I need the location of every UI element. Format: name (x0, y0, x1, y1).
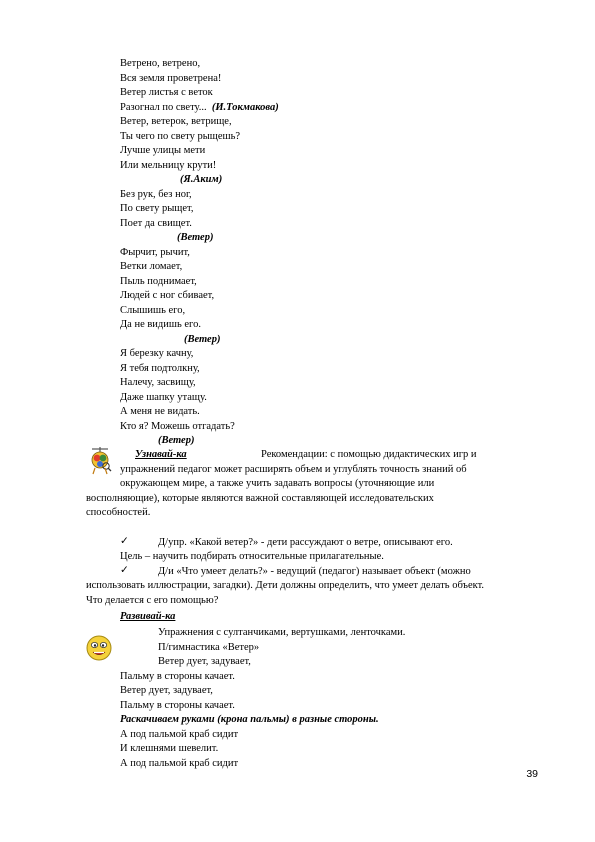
razvivai-text: Упражнения с султанчиками, вертушками, ленточками. (158, 627, 406, 638)
smiley-face-icon (84, 633, 114, 663)
razvivai-text: Ветер дует, задувает, (158, 656, 251, 667)
uznavai-text: способностей. (86, 507, 151, 518)
razvivai-text: Пальму в стороны качает. (120, 700, 235, 711)
riddle-answer: (Ветер) (177, 232, 214, 243)
razvivai-instruction: Раскачиваем руками (крона пальмы) в разные стороны. (120, 714, 379, 725)
razvivai-text: А под пальмой краб сидит (120, 729, 239, 740)
check-icon: ✓ (120, 535, 129, 547)
riddle-line: Я тебя подтолкну, (120, 363, 200, 374)
riddle-line: Пыль поднимает, (120, 276, 197, 287)
riddle-line: Я березку качну, (120, 348, 194, 359)
page-number: 39 (526, 768, 538, 780)
poem-line: Вся земля проветрена! (120, 73, 222, 84)
uznavai-heading-line (135, 448, 187, 461)
riddle-line: Налечу, засвищу, (120, 377, 196, 388)
riddle-line: А меня не видать. (120, 406, 200, 417)
riddle-line: Людей с ног сбивает, (120, 290, 215, 301)
riddle-line: Фырчит, рычит, (120, 247, 190, 258)
game-text: Что делается с его помощью? (86, 595, 219, 606)
razvivai-text: Ветер дует, задувает, (120, 685, 213, 696)
riddle-answer: (Ветер) (184, 334, 221, 345)
razvivai-text: П/гимнастика «Ветер» (158, 642, 260, 653)
riddle-line: Поет да свищет. (120, 218, 192, 229)
poem-line: Ветер листья с веток (120, 87, 213, 98)
riddle-line: Слышишь его, (120, 305, 186, 316)
poem-line: Ветер, ветерок, ветрище, (120, 116, 232, 127)
riddle-answer: (Ветер) (158, 435, 195, 446)
check-icon: ✓ (120, 564, 129, 576)
riddle-line: По свету рыщет, (120, 203, 194, 214)
uznavai-text: окружающем мире, а также учить задавать вопросы (уточняющие или (120, 478, 435, 489)
uznavai-text: Рекомендации: с помощью дидактических игр и (261, 449, 477, 460)
razvivai-title: Развивай-ка (120, 611, 176, 622)
uznavai-text: упражнений педагог может расширять объем и углублять точность знаний об (120, 464, 467, 475)
game-text: Д/упр. «Какой ветер?» - дети рассуждают о ветре, описывают его. (158, 537, 453, 548)
riddle-line: Без рук, без ног, (120, 189, 192, 200)
riddle-line: Ветки ломает, (120, 261, 183, 272)
uznavai-text: восполняющие), которые являются важной составляющей исследовательских (86, 493, 434, 504)
riddle-line: Да не видишь его. (120, 319, 201, 330)
game-text: Д/и «Что умеет делать?» - ведущий (педагог) называет объект (можно (158, 566, 471, 577)
riddle-line: Кто я? Можешь отгадать? (120, 421, 235, 432)
razvivai-text: А под пальмой краб сидит (120, 758, 239, 769)
bird-with-magnifier-icon (86, 445, 114, 477)
poem-line (120, 101, 279, 114)
razvivai-text: И клешнями шевелит. (120, 743, 219, 754)
poem-line: Лучше улицы мети (120, 145, 206, 156)
uznavai-title: Узнавай-ка (135, 449, 187, 460)
poem-author: (И.Токмакова) (211, 102, 279, 113)
game-text: использовать иллюстрации, загадки). Дети должны определить, что умеет делать объект. (86, 580, 485, 591)
poem-text: Разогнал по свету... (120, 102, 207, 113)
poem-line: Ты чего по свету рыщешь? (120, 131, 241, 142)
poem-author: (Я.Аким) (180, 174, 223, 185)
game-text: Цель – научить подбирать относительные прилагательные. (120, 551, 384, 562)
poem-line: Или мельницу крути! (120, 160, 217, 171)
razvivai-text: Пальму в стороны качает. (120, 671, 235, 682)
riddle-line: Даже шапку утащу. (120, 392, 207, 403)
poem-line: Ветрено, ветрено, (120, 58, 201, 69)
